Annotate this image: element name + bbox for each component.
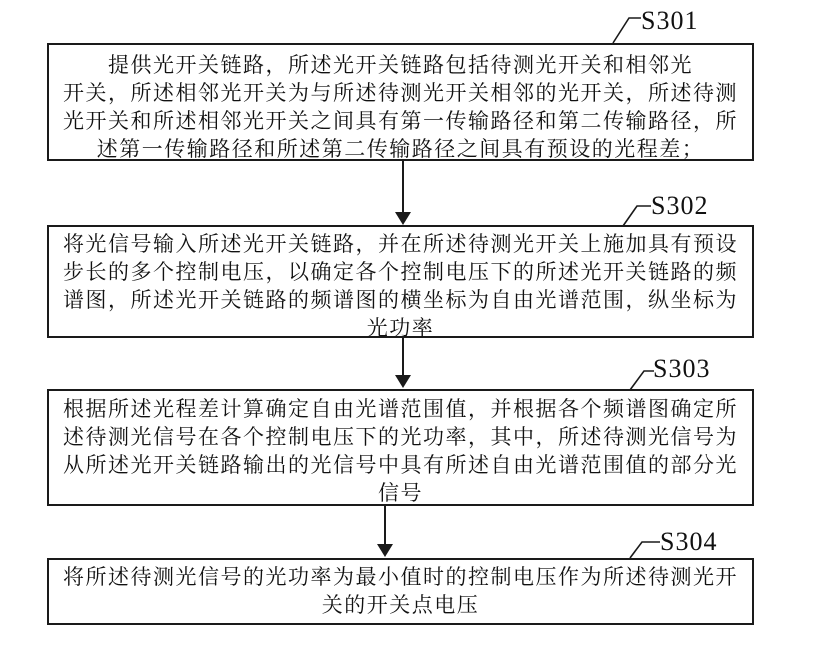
step-text-line: 将光信号输入所述光开关链路，并在所述待测光开关上施加具有预设 [63,232,738,256]
step-label-s302: S302 [651,191,709,220]
step-box-s302 [47,225,754,338]
step-text-line: 光开关和所述相邻光开关之间具有第一传输路径和第二传输路径，所 [63,109,738,133]
step-text-line: 谱图，所述光开关链路的频谱图的横坐标为自由光谱范围，纵坐标为 [63,288,738,312]
leader-line-s301 [613,18,641,43]
step-text-line: 述第一传输路径和所述第二传输路径之间具有预设的光程差； [96,137,705,161]
leader-line-s302 [623,206,651,226]
arrow-s301-to-s302 [395,161,411,225]
step-text-line: 开关，所述相邻光开关为与所述待测光开关相邻的光开关，所述待测 [63,81,738,105]
leader-line-s304 [630,542,660,558]
step-text-line: 关的开关点电压 [321,593,480,617]
arrow-s303-to-s304 [377,506,393,557]
step-text-line: 信号 [378,481,423,505]
leader-line-s303 [630,371,654,390]
step-box-s303 [47,389,754,506]
step-text-line: 步长的多个控制电压，以确定各个控制电压下的所述光开关链路的频 [63,260,738,284]
step-label-s301: S301 [641,6,699,35]
arrow-s302-to-s303 [395,338,411,388]
step-text-line: 提供光开关链路，所述光开关链路包括待测光开关和相邻光 [108,53,693,77]
step-label-s304: S304 [660,527,718,556]
step-label-s303: S303 [653,354,711,383]
step-text-line: 述待测光信号在各个控制电压下的光功率，其中，所述待测光信号为 [63,425,738,449]
step-box-s304 [47,558,754,625]
step-text-line: 光功率 [366,316,435,340]
step-text-line: 根据所述光程差计算确定自由光谱范围值，并根据各个频谱图确定所 [63,397,738,421]
step-box-s301 [47,43,754,161]
step-text-line: 将所述待测光信号的光功率为最小值时的控制电压作为所述待测光开 [63,565,738,589]
step-text-line: 从所述光开关链路输出的光信号中具有所述自由光谱范围值的部分光 [63,453,738,477]
